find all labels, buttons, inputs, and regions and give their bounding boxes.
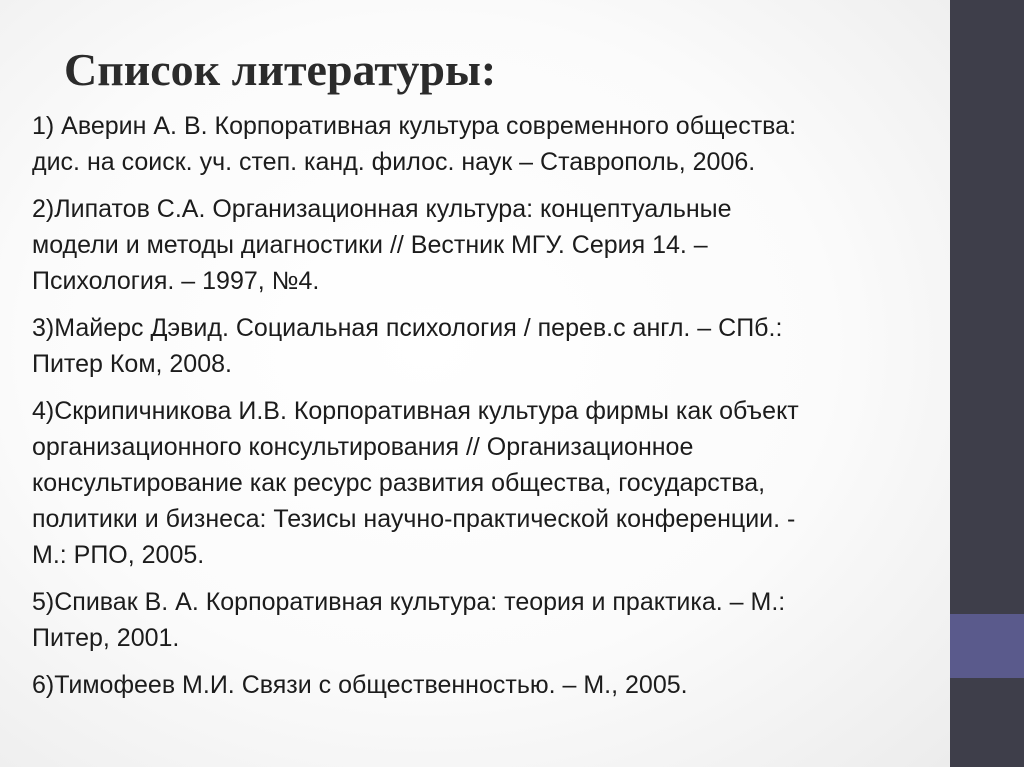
reference-item-2 <box>32 191 922 299</box>
reference-item-6 <box>32 667 922 703</box>
reference-line: М.: РПО, 2005. <box>32 541 205 569</box>
reference-line: 4)Скрипичникова И.В. Корпоративная культура фирмы как объект <box>32 397 799 425</box>
reference-line: Питер Ком, 2008. <box>32 350 232 378</box>
reference-line: Психология. – 1997, №4. <box>32 267 320 295</box>
reference-line: дис. на соиск. уч. степ. канд. филос. наук – Ставрополь, 2006. <box>32 148 756 176</box>
reference-line: консультирование как ресурс развития общества, государства, <box>32 469 766 497</box>
slide-title: Список литературы: <box>64 44 497 95</box>
reference-line: 6)Тимофеев М.И. Связи с общественностью. – М., 2005. <box>32 671 688 699</box>
reference-line: 3)Майерс Дэвид. Социальная психология / перев.с англ. – СПб.: <box>32 314 783 342</box>
reference-line: 5)Спивак В. А. Корпоративная культура: теория и практика. – М.: <box>32 588 786 616</box>
reference-line: организационного консультирования // Организационное <box>32 433 694 461</box>
reference-list <box>32 108 922 714</box>
reference-item-1 <box>32 108 922 180</box>
reference-item-3 <box>32 310 922 382</box>
right-bar-accent-block <box>950 614 1024 678</box>
reference-line: 1) Аверин А. В. Корпоративная культура современного общества: <box>32 112 797 140</box>
reference-item-5 <box>32 584 922 656</box>
reference-line: Питер, 2001. <box>32 624 180 652</box>
reference-item-4 <box>32 393 922 573</box>
reference-line: 2)Липатов С.А. Организационная культура: концептуальные <box>32 195 732 223</box>
reference-line: модели и методы диагностики // Вестник МГУ. Серия 14. – <box>32 231 708 259</box>
reference-line: политики и бизнеса: Тезисы научно-практической конференции. - <box>32 505 796 533</box>
